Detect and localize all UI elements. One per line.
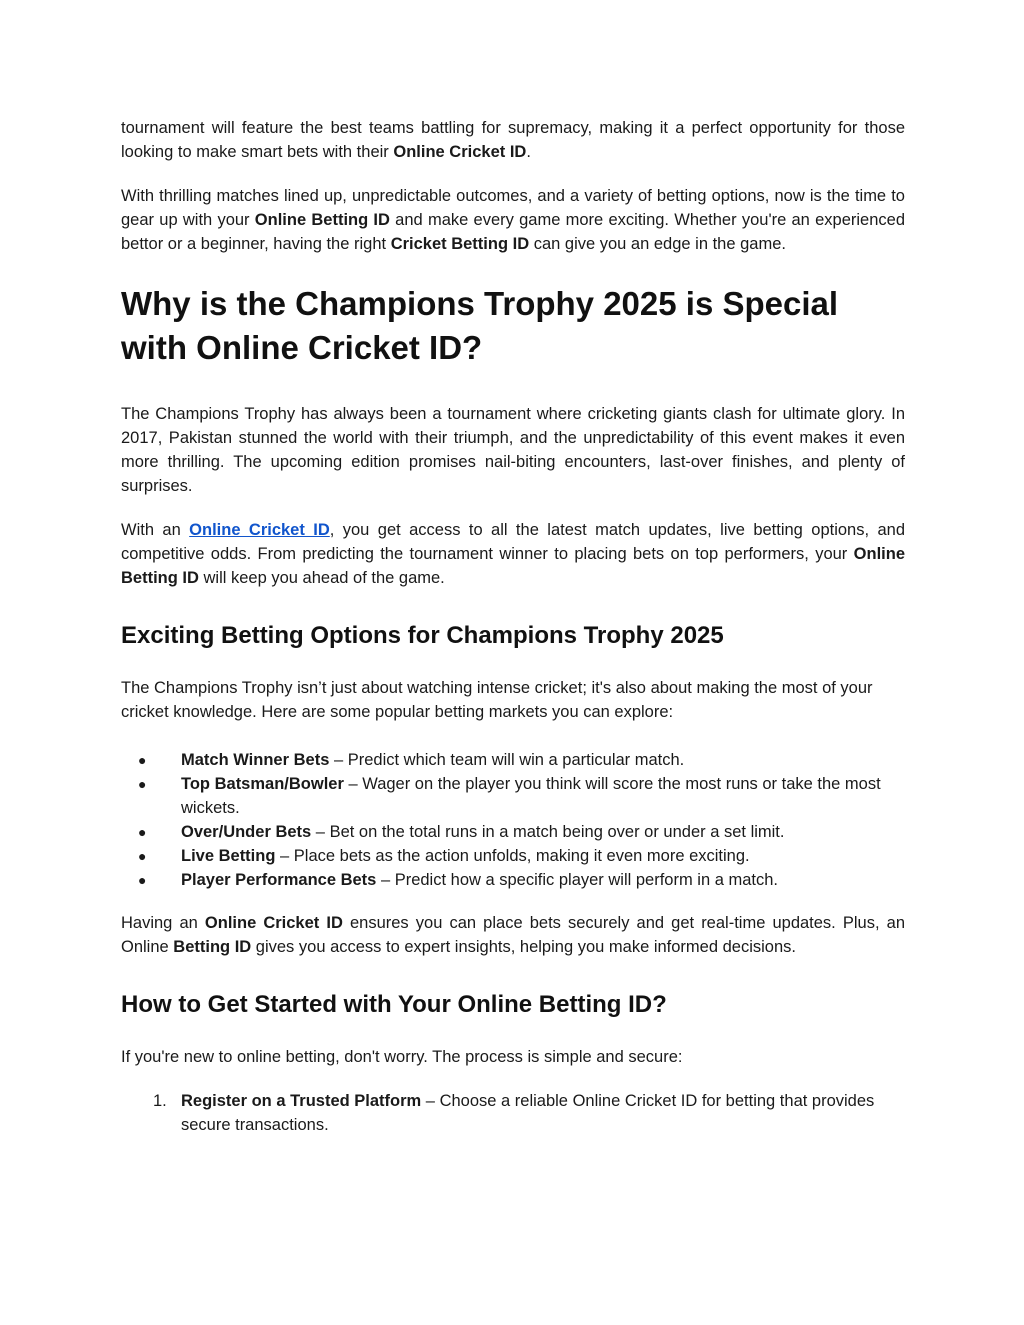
- bullet-icon: ●: [138, 824, 147, 840]
- intro-paragraph-2: With thrilling matches lined up, unpredictable outcomes, and a variety of betting options, now is the time to gear up with your Online Betting ID and make every game more exciting. Whether you're an experienced bettor or a beginner, having the right Cricket Betting ID can give you an edge in the game.: [121, 187, 905, 253]
- list-item: ● Live Betting – Place bets as the action unfolds, making it even more exciting.: [121, 844, 905, 868]
- list-item: 1. Register on a Trusted Platform – Choose a reliable Online Cricket ID for betting that provides secure transactions.: [121, 1089, 905, 1137]
- betting-options-intro: The Champions Trophy isn’t just about watching intense cricket; it's also about making the most of your cricket knowledge. Here are some popular betting markets you can explore:: [121, 679, 873, 721]
- bold-betting-id: Betting ID: [173, 938, 252, 956]
- bold-online-cricket-id: Online Cricket ID: [393, 143, 527, 161]
- champions-trophy-paragraph: The Champions Trophy has always been a tournament where cricketing giants clash for ultimate glory. In 2017, Pakistan stunned the world with their triumph, and the unpredictability of this event makes it even more thrilling. The upcoming edition promises nail-biting encounters, last-over finishes, and plenty of surprises.: [121, 405, 905, 495]
- bold-online-betting-id: Online Betting ID: [121, 545, 905, 587]
- list-item: ● Over/Under Bets – Bet on the total runs in a match being over or under a set limit.: [121, 820, 905, 844]
- online-cricket-id-benefits: Having an Online Cricket ID ensures you can place bets securely and get real-time updates. Plus, an Online Betting ID gives you access to expert insights, helping you make informed decisions.: [121, 914, 905, 956]
- betting-options-list: [121, 748, 905, 892]
- bullet-icon: ●: [138, 752, 147, 768]
- bold-online-cricket-id: Online Cricket ID: [204, 914, 343, 932]
- list-item: ● Top Batsman/Bowler – Wager on the player you think will score the most runs or take the most wickets.: [121, 772, 905, 820]
- online-cricket-id-paragraph: With an Online Cricket ID, you get access to all the latest match updates, live betting options, and competitive odds. From predicting the tournament winner to placing bets on top performers, your Online Betting ID will keep you ahead of the game.: [121, 521, 905, 587]
- steps-list: [121, 1089, 905, 1137]
- bullet-icon: ●: [138, 776, 147, 792]
- step-number: 1.: [153, 1092, 167, 1110]
- document-content: [121, 116, 905, 1137]
- bold-online-betting-id: Online Betting ID: [254, 211, 390, 229]
- online-cricket-id-link[interactable]: Online Cricket ID: [189, 521, 330, 539]
- section-heading-betting-options: Exciting Betting Options for Champions Trophy 2025: [121, 622, 724, 649]
- get-started-intro: If you're new to online betting, don't worry. The process is simple and secure:: [121, 1048, 683, 1066]
- bold-cricket-betting-id: Cricket Betting ID: [390, 235, 530, 253]
- intro-paragraph-1: tournament will feature the best teams battling for supremacy, making it a perfect opportunity for those looking to make smart bets with their Online Cricket ID.: [121, 119, 905, 161]
- main-heading: Why is the Champions Trophy 2025 is Special with Online Cricket ID?: [121, 285, 839, 366]
- section-heading-get-started: How to Get Started with Your Online Betting ID?: [121, 991, 667, 1018]
- bullet-icon: ●: [138, 848, 147, 864]
- bullet-icon: ●: [138, 872, 147, 888]
- list-item: ● Match Winner Bets – Predict which team will win a particular match.: [121, 748, 905, 772]
- list-item: ● Player Performance Bets – Predict how a specific player will perform in a match.: [121, 868, 905, 892]
